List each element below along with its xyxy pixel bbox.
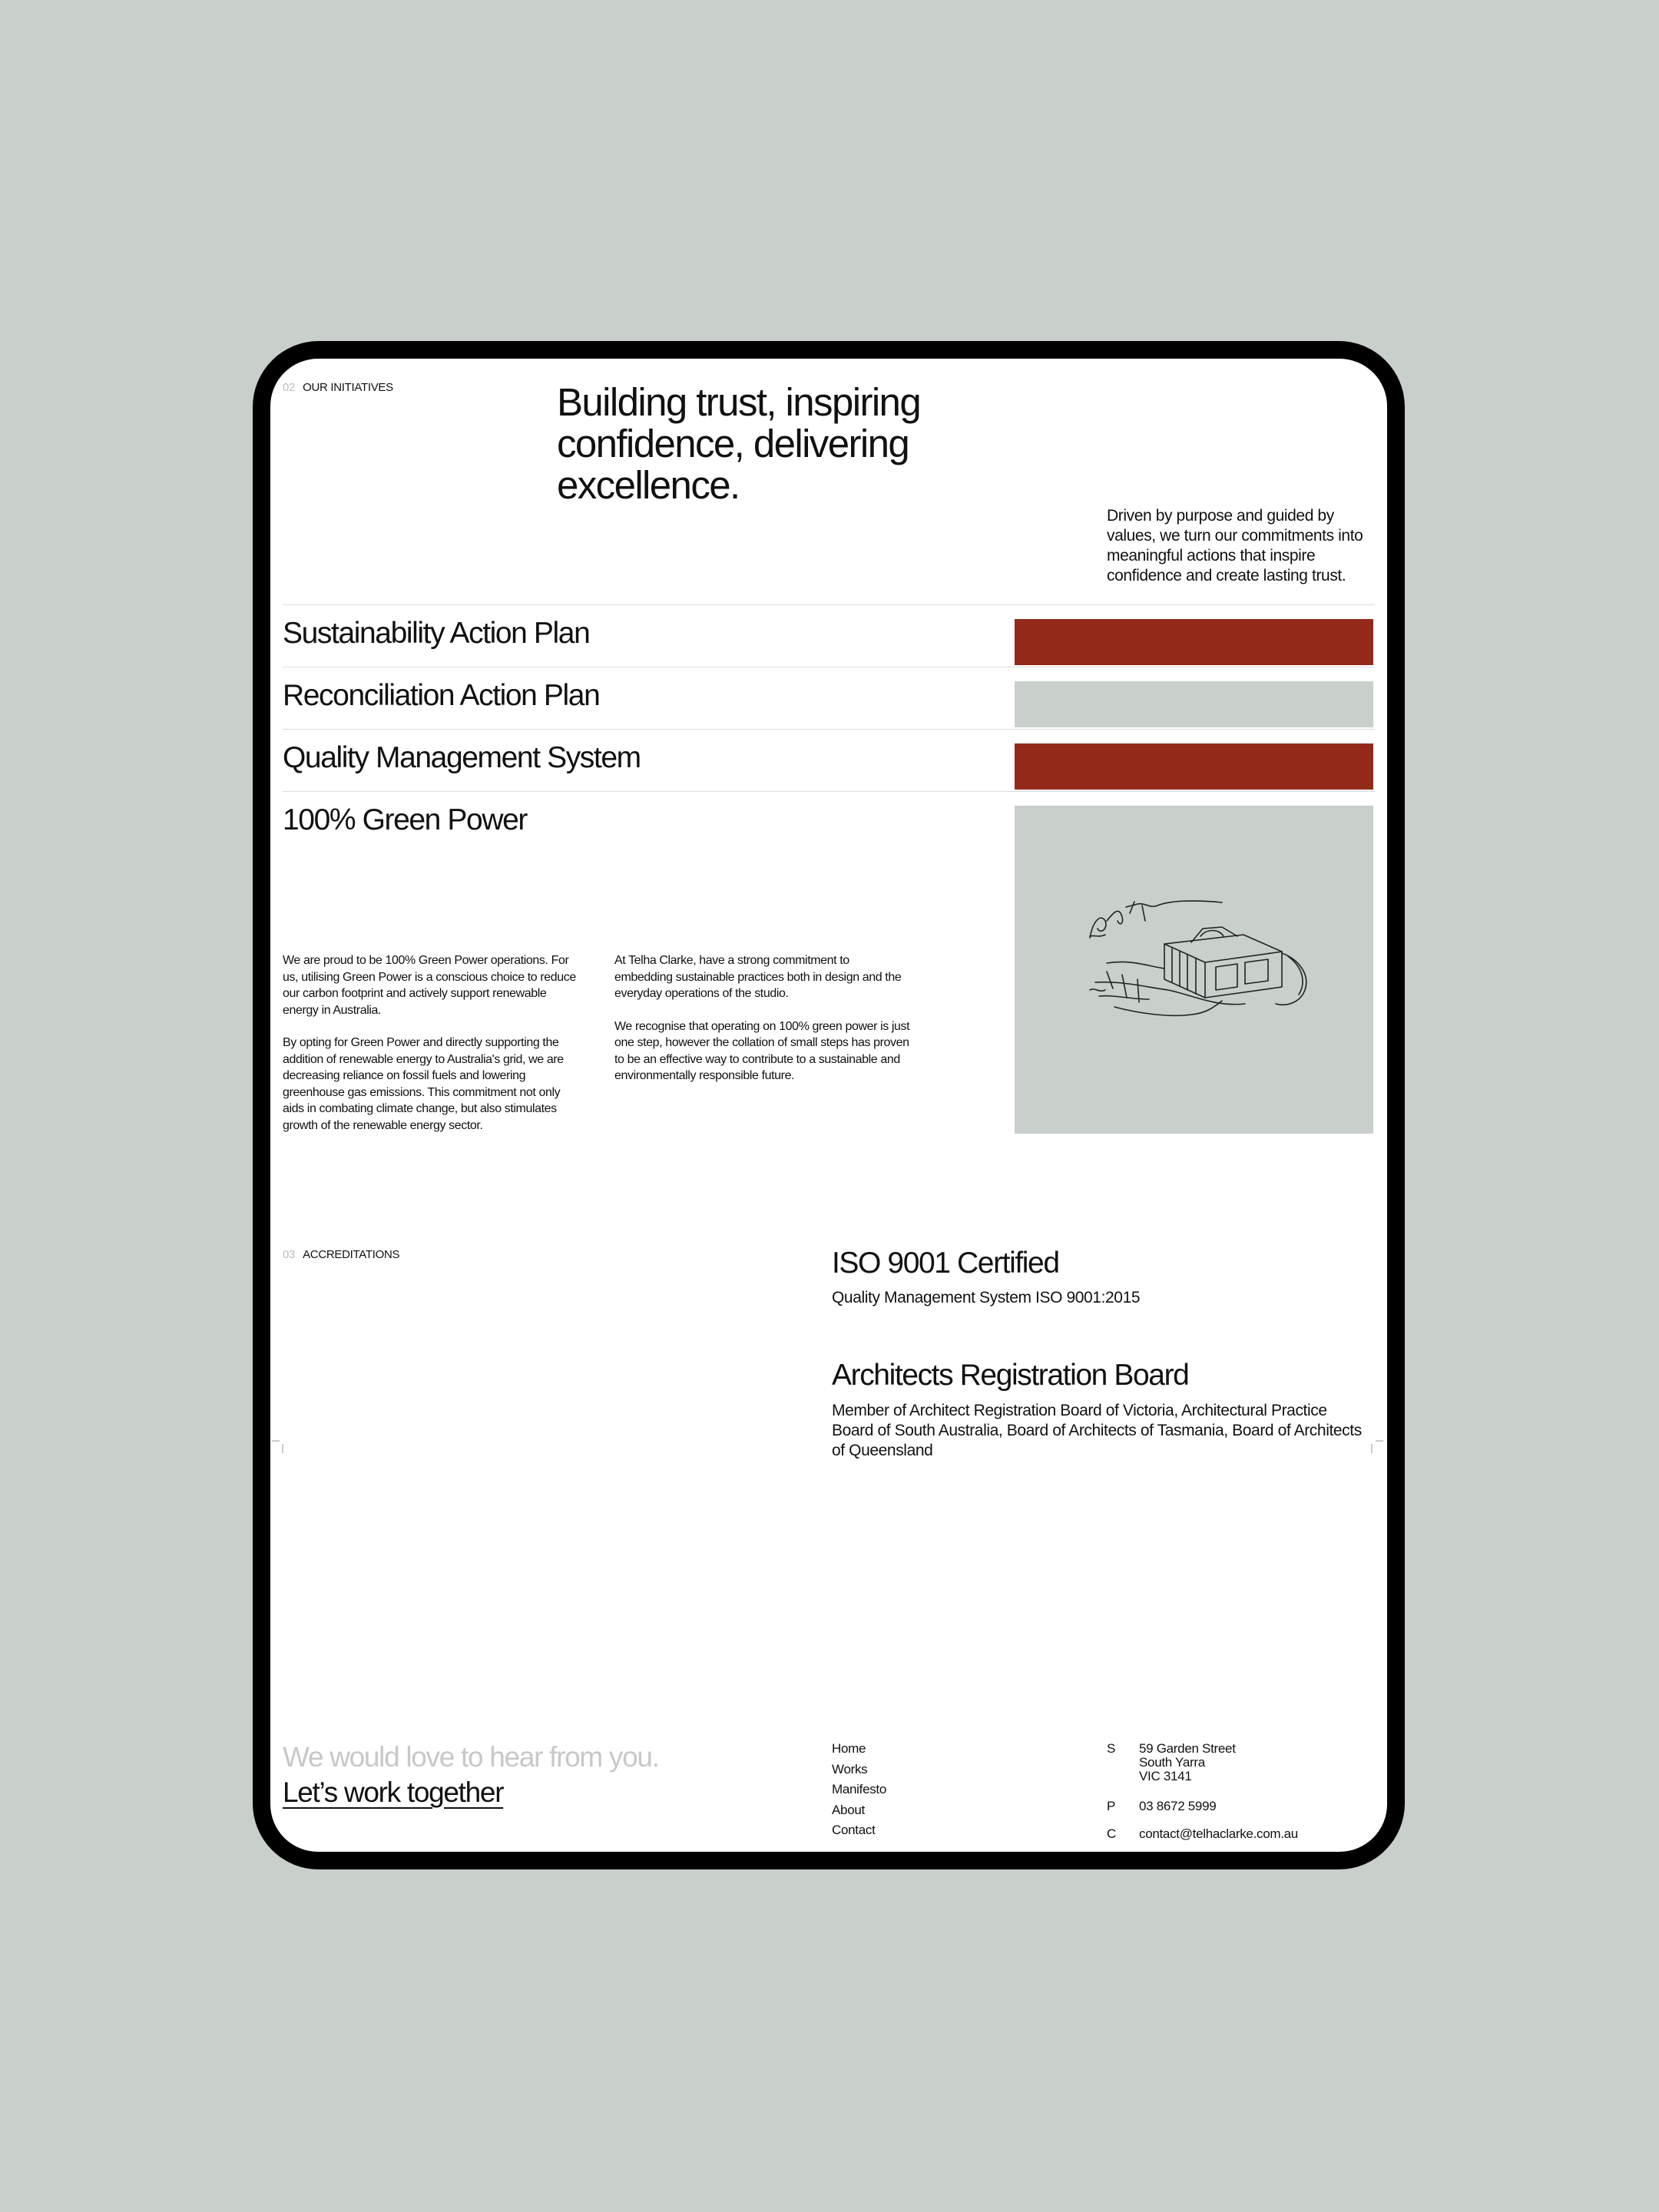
initiatives-eyebrow <box>283 381 393 394</box>
intro-text: Driven by purpose and guided by values, we turn our commitments into meaningful actions that inspire confidence and create lasting trust. <box>1107 507 1363 584</box>
footer-nav-contact[interactable]: Contact <box>832 1823 876 1837</box>
contact-email-value[interactable]: contact@telhaclarke.com.au <box>1139 1826 1298 1841</box>
green-power-paragraph: At Telha Clarke, have a strong commitment to embedding sustainable practices both in design and the everyday operations of the studio. <box>614 954 902 1000</box>
green-power-col1 <box>283 952 584 1150</box>
green-power-paragraph: By opting for Green Power and directly supporting the addition of renewable energy to Australia's grid, we are decreasing reliance on fossil fuels and lowering greenhouse gas emissions. This commitment not only aids in combating climate change, but also stimulates growth of the renewable energy sector. <box>283 1036 564 1132</box>
green-power-col2 <box>614 952 910 1101</box>
section-label: OUR INITIATIVES <box>303 381 393 394</box>
initiative-reconciliation-title[interactable]: Reconciliation Action Plan <box>283 679 600 712</box>
accreditation-iso-text: Quality Management System ISO 9001:2015 <box>832 1289 1141 1306</box>
footer-nav <box>832 1739 886 1841</box>
initiative-sustainability-title[interactable]: Sustainability Action Plan <box>283 617 590 650</box>
cta-link[interactable]: Let’s work together <box>283 1777 504 1808</box>
tablet-frame <box>253 341 1405 1869</box>
contact-street-value: 59 Garden Street South Yarra VIC 3141 <box>1139 1741 1236 1783</box>
initiative-reconciliation-swatch[interactable] <box>1015 681 1373 727</box>
crop-mark-icon <box>278 1444 287 1455</box>
initiative-green-power-title[interactable]: 100% Green Power <box>283 803 527 836</box>
footer-nav-home[interactable]: Home <box>832 1741 866 1756</box>
cta-subtitle: We would love to hear from you. <box>283 1741 659 1773</box>
divider <box>283 791 1375 792</box>
section-number: 03 <box>283 1248 296 1261</box>
divider <box>283 604 1375 605</box>
initiative-sustainability-swatch[interactable] <box>1015 619 1373 665</box>
green-power-paragraph: We are proud to be 100% Green Power operations. For us, utilising Green Power is a conscious choice to reduce our carbon footprint and actively support renewable energy in Australia. <box>283 954 576 1017</box>
section-number: 02 <box>283 381 296 394</box>
green-power-image <box>1015 806 1373 1134</box>
contact-phone-key: P <box>1107 1799 1116 1813</box>
contact-phone-value[interactable]: 03 8672 5999 <box>1139 1799 1217 1813</box>
footer-nav-manifesto[interactable]: Manifesto <box>832 1782 887 1796</box>
footer-contact <box>1107 1742 1368 1849</box>
tablet-screen <box>270 359 1387 1852</box>
green-power-paragraph: We recognise that operating on 100% green power is just one step, however the collation of small steps has proven to be an effective way to contribute to a sustainable and environmentally responsible future. <box>614 1019 910 1082</box>
architectural-sketch-icon <box>1015 806 1373 1134</box>
section-label: ACCREDITATIONS <box>303 1248 400 1261</box>
accreditations-eyebrow <box>283 1248 399 1261</box>
initiative-quality-swatch[interactable] <box>1015 743 1373 790</box>
footer-nav-works[interactable]: Works <box>832 1761 868 1777</box>
crop-mark-icon <box>1367 1444 1376 1455</box>
footer-nav-about[interactable]: About <box>832 1802 865 1817</box>
page-headline: Building trust, inspiring confidence, delivering excellence. <box>557 380 921 507</box>
contact-street-key: S <box>1107 1741 1116 1756</box>
initiative-quality-title[interactable]: Quality Management System <box>283 741 641 774</box>
accreditation-iso-title: ISO 9001 Certified <box>832 1247 1059 1280</box>
divider <box>283 729 1375 730</box>
accreditation-arb-title: Architects Registration Board <box>832 1359 1189 1392</box>
accreditation-arb-text: Member of Architect Registration Board of Victoria, Architectural Practice Board of South Australia, Board of Architects of Tasmania, Board of Architects of Queensland <box>832 1402 1362 1459</box>
contact-email-key: C <box>1107 1826 1116 1841</box>
